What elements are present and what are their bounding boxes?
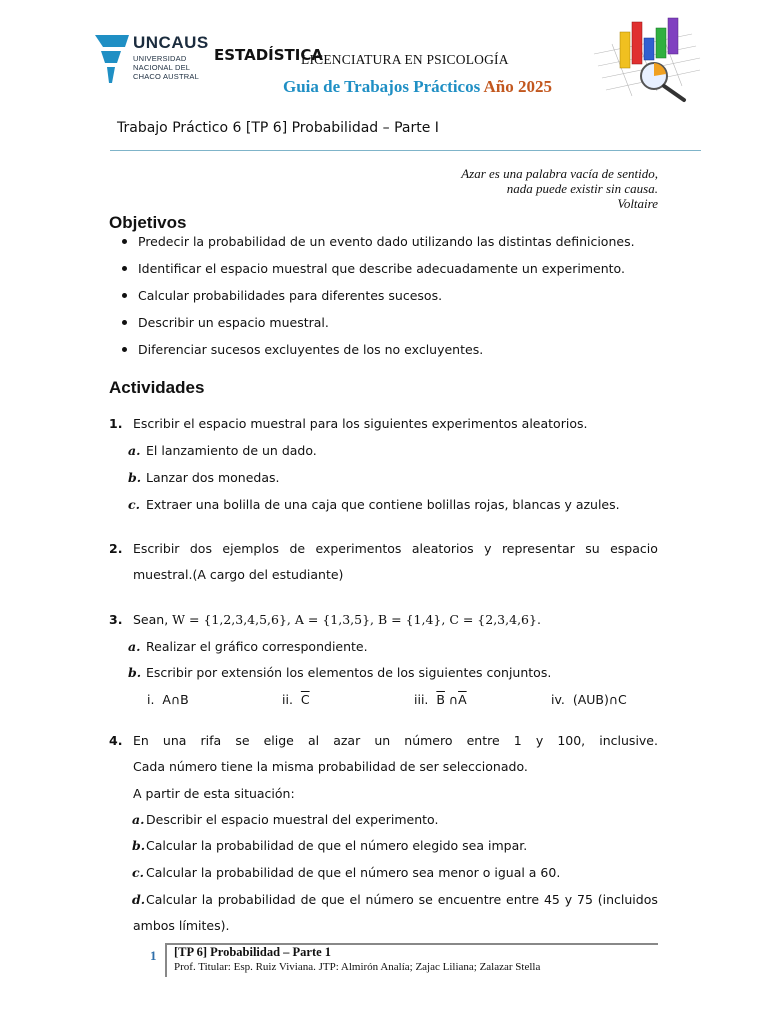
subject-title: ESTADÍSTICA (214, 46, 323, 64)
page-number: 1 (150, 948, 157, 963)
objectives-heading: Objetivos (109, 213, 187, 232)
activity-number: 1. (109, 416, 123, 431)
item-text: Realizar el gráfico correspondiente. (146, 639, 368, 654)
practical-title: Trabajo Práctico 6 [TP 6] Probabilidad – Parte I (117, 120, 439, 136)
footer-separator (165, 945, 167, 977)
objectives-list (122, 232, 682, 367)
bullet-icon (122, 239, 127, 244)
item-text-justified: Calcular la probabilidad de que el número se encuentre entre 45 y 75 (incluidos (146, 892, 658, 907)
item-label: c. (128, 497, 140, 512)
item-text: Extraer una bolilla de una caja que contiene bolillas rojas, blancas y azules. (146, 497, 620, 512)
list-item: Diferenciar sucesos excluyentes de los no excluyentes. (122, 340, 682, 367)
activity-number: 4. (109, 733, 123, 748)
footer-title: [TP 6] Probabilidad – Parte 1 (174, 945, 332, 959)
item-label: a. (128, 443, 141, 458)
activity-text: Cada número tiene la misma probabilidad de ser seleccionado. (133, 759, 528, 774)
bullet-icon (122, 347, 127, 352)
activity-number: 2. (109, 541, 123, 556)
list-item: Identificar el espacio muestral que describe adecuadamente un experimento. (122, 259, 682, 286)
item-label: a. (128, 639, 141, 654)
activities-heading: Actividades (109, 378, 205, 397)
list-item: Predecir la probabilidad de un evento dado utilizando las distintas definiciones. (122, 232, 682, 259)
set-operation: ii. $\overline{C}$ (282, 692, 310, 707)
activity-text-justified: Escribir dos ejemplos de experimentos aleatorios y representar su espacio (133, 541, 658, 556)
item-text: Escribir por extensión los elementos de los siguientes conjuntos. (146, 665, 552, 680)
item-text: El lanzamiento de un dado. (146, 443, 317, 458)
activity-text: Sean, W = {1,2,3,4,5,6}, A = {1,3,5}, B = {1,4}, C = {2,3,4,6}. (133, 612, 541, 627)
list-item: Describir un espacio muestral. (122, 313, 682, 340)
item-text: Calcular la probabilidad de que el número elegido sea impar. (146, 838, 528, 853)
uncaus-logo-icon (95, 33, 131, 85)
activity-text-justified: En una rifa se elige al azar un número entre 1 y 100, inclusive. (133, 733, 658, 748)
item-text: Calcular la probabilidad de que el número sea menor o igual a 60. (146, 865, 561, 880)
item-label: a. (132, 812, 145, 827)
item-label: c. (132, 865, 144, 880)
set-operation: iii. $\overline{B}$ $\cap\overline{A}$ (414, 692, 467, 707)
item-text: ambos límites). (133, 918, 230, 933)
activity-text: Escribir el espacio muestral para los siguientes experimentos aleatorios. (133, 416, 588, 431)
set-definitions: W = {1,2,3,4,5,6}, A = {1,3,5}, B = {1,4}, C = {2,3,4,6}. (172, 612, 541, 627)
bullet-icon (122, 293, 127, 298)
item-label: b. (132, 838, 146, 853)
activity-text: A partir de esta situación: (133, 786, 295, 801)
footer-staff: Prof. Titular: Esp. Ruiz Viviana. JTP: Almirón Analía; Zajac Liliana; Zalazar Stella (174, 961, 541, 973)
item-text: Lanzar dos monedas. (146, 470, 280, 485)
statistics-chart-illustration (592, 14, 702, 104)
item-label: b. (128, 665, 142, 680)
title-divider (110, 150, 701, 151)
logo-name: UNCAUS (133, 33, 209, 52)
bullet-icon (122, 266, 127, 271)
list-item: Calcular probabilidades para diferentes sucesos. (122, 286, 682, 313)
guide-title: Guia de Trabajos Prácticos Año 2025 (283, 77, 553, 96)
item-label: b. (128, 470, 142, 485)
activity-text: muestral.(A cargo del estudiante) (133, 567, 344, 582)
set-operation: iv. (AUB)∩C (551, 692, 627, 707)
item-text: Describir el espacio muestral del experimento. (146, 812, 439, 827)
epigraph-quote: Azar es una palabra vacía de sentido, nada puede existir sin causa. Voltaire (461, 166, 658, 211)
set-operation: i. A∩B (147, 692, 189, 707)
activity-number: 3. (109, 612, 123, 627)
logo-subtitle: UNIVERSIDAD NACIONAL DEL CHACO AUSTRAL (133, 54, 199, 81)
career-title: LICENCIATURA EN PSICOLOGÍA (301, 52, 509, 67)
guide-year: Año 2025 (483, 77, 553, 96)
bullet-icon (122, 320, 127, 325)
item-label: d. (132, 892, 146, 907)
